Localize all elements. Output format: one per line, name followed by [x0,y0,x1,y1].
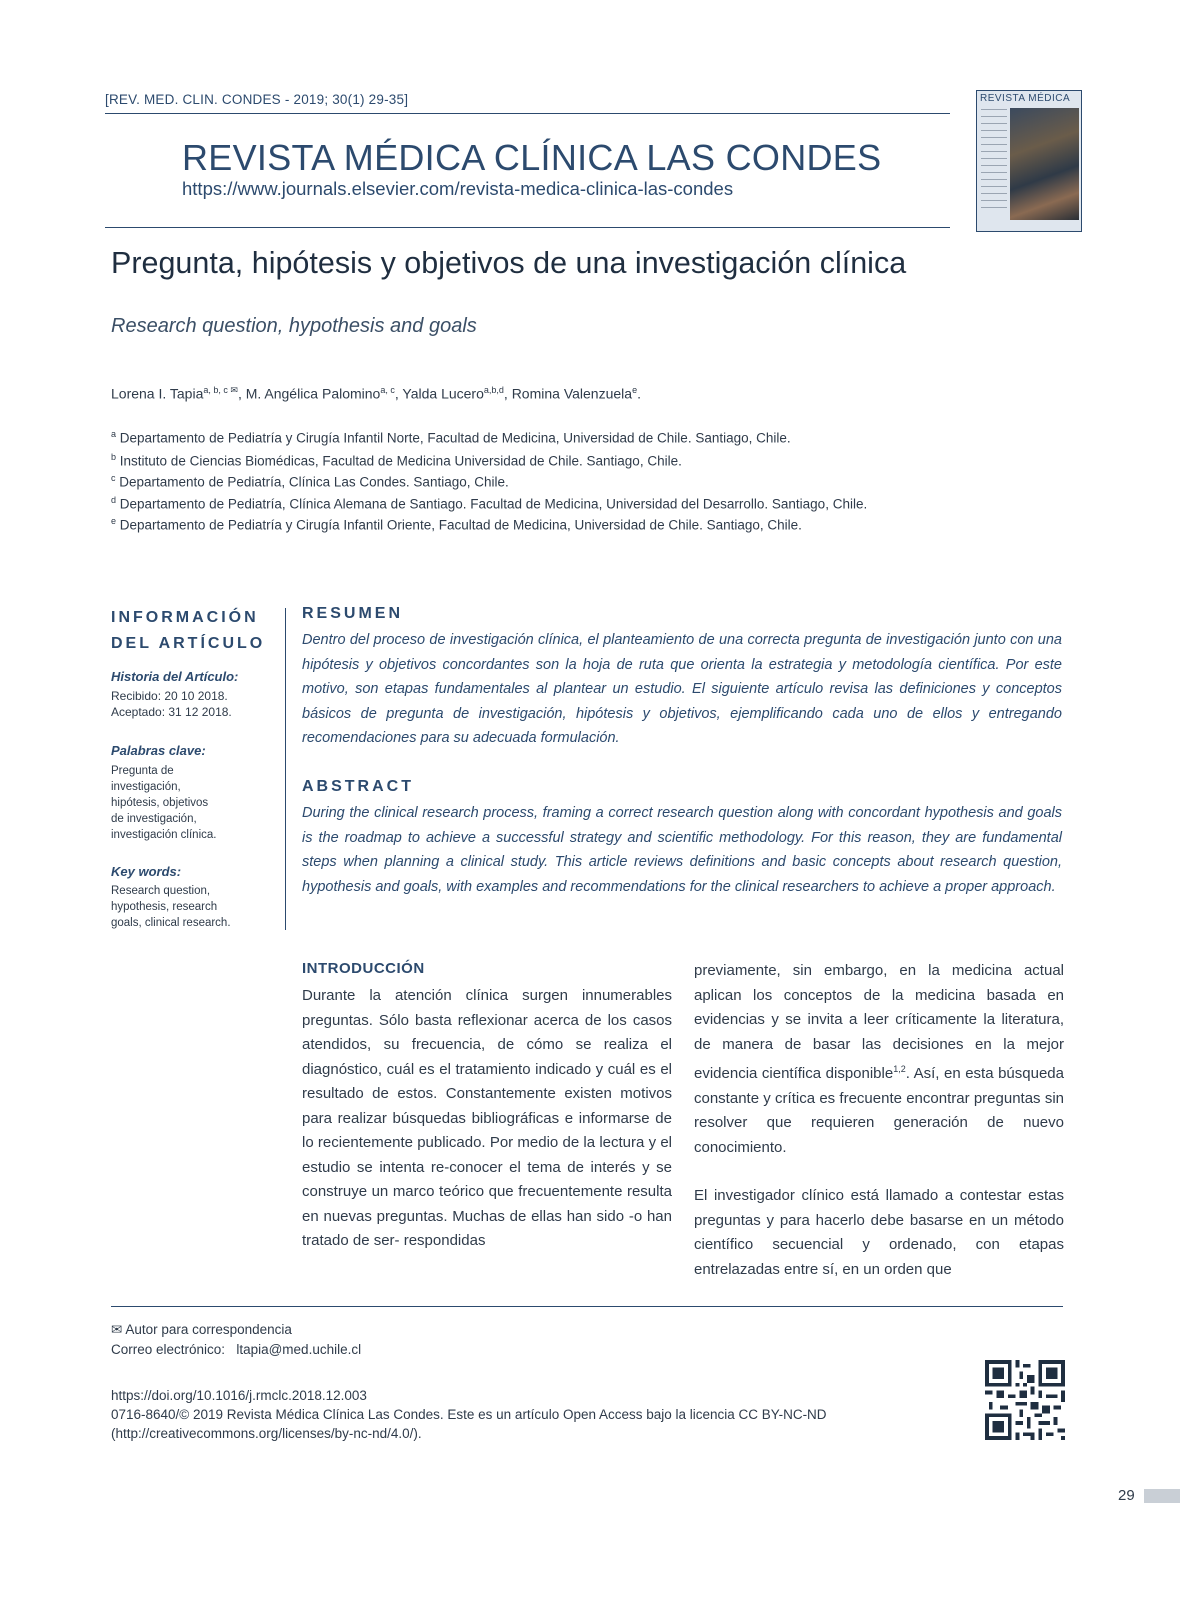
keyword: Pregunta de [111,765,174,777]
article-info-heading-line: DEL ARTÍCULO [111,635,266,652]
affiliation-a [111,429,791,446]
affiliation-text: Departamento de Pediatría y Cirugía Infantil Oriente, Facultad de Medicina, Universidad de Chile. Santiago, Chile. [119,517,802,533]
article-title: Pregunta, hipótesis y objetivos de una investigación clínica [111,246,907,280]
author-affiliation-marks: a,b,d [483,385,504,395]
keyword: investigación, [111,781,181,793]
author-name: Yalda Lucero [402,385,484,402]
affiliation-mark: a [111,429,117,439]
abstract-text: During the clinical research process, framing a correct research question along with concordant hypothesis and goals is the roadmap to achieve a successful strategy and scientific methodology. For this reason, they are fundamental steps when planning a clinical study. This article reviews definitions and basic concepts about research question, hypothesis and goals, with examples and recommendations for the clinical researchers to achieve a proper approach. [302,805,1062,895]
article-subtitle: Research question, hypothesis and goals [111,315,477,337]
author-list: Lorena I. Tapia$^{a, b, c ✉}$, M. Angélica Palomino$^{a, c}$, Yalda Lucero$^{a,b,d}$, Romina Valenzuela$^e$. [111,385,641,402]
history-label: Historia del Artículo: [111,669,239,684]
cover-text-lines [981,109,1007,209]
page-number-bar [1144,1489,1180,1503]
header-rule-top [105,113,950,114]
article-info-heading-line: INFORMACIÓN [111,609,259,626]
journal-cover-image [976,90,1082,232]
author-affiliation-marks: a, b, c ✉ [203,385,238,395]
received-date: Recibido: 20 10 2018. [111,689,228,703]
history-dates [111,688,232,720]
footer-rule [111,1306,1063,1307]
affiliation-d [111,495,867,512]
keyword: Research question, [111,885,211,897]
journal-title: REVISTA MÉDICA CLÍNICA LAS CONDES [182,137,882,178]
keyword: goals, clinical research. [111,917,231,929]
affiliation-mark: e [111,516,117,526]
page-number: 29 [1118,1487,1135,1504]
body-paragraph [694,959,1064,1160]
citation-reference[interactable]: 1,2 [893,1064,906,1074]
email-link[interactable]: ltapia@med.uchile.cl [236,1342,362,1357]
body-column-left: Durante la atención clínica surgen innumerables preguntas. Sólo basta reflexionar acerca de los casos atendidos, su frecuencia, de cómo se realiza el diagnóstico, cuál es el tratamiento indicado y cuál es el resultado de estos. Constantemente existen motivos para realizar búsquedas bibliográficas e informarse de lo recientemente publicado. Por medio de la lectura y el estudio se intenta re-conocer el tema de interés y se construye un marco teórico que frecuentemente resulta en nuevas preguntas. Muchas de ellas han sido -o han tratado de ser- respondidas [302,987,672,1249]
keywords-es-list [111,763,216,843]
sidebar-divider [285,608,286,930]
author-affiliation-marks: a, c [380,385,395,395]
resumen-text: Dentro del proceso de investigación clínica, el planteamiento de una correcta pregunta de investigación junto con una hipótesis y objetivos concordantes son la hoja de ruta que orienta la estrategia y metodología científica. Por este motivo, son etapas fundamentales al plantear un estudio. El siguiente artículo revisa las definiciones y conceptos básicos de pregunta de investigación, hipótesis y objetivos, ejemplificando cada uno de ellos y entregando recomendaciones para su adecuada formulación. [302,632,1062,746]
resumen-heading: RESUMEN [302,605,404,622]
keyword: hypothesis, research [111,901,218,913]
keyword: investigación clínica. [111,829,217,841]
email-label: Correo electrónico: [111,1342,226,1357]
affiliation-text: Instituto de Ciencias Biomédicas, Facultad de Medicina Universidad de Chile. Santiago, Chile. [119,453,682,469]
accepted-date: Aceptado: 31 12 2018. [111,705,232,719]
paragraph-text: . Así, en esta búsqueda constante y crítica es frecuente encontrar preguntas sin resolver que requieren generación de nuevo conocimiento. [694,1065,1064,1156]
keywords-en-list [111,883,231,931]
affiliation-c [111,473,509,490]
affiliation-b [111,452,682,469]
journal-citation: [REV. MED. CLIN. CONDES - 2019; 30(1) 29-35] [105,92,409,107]
introduction-heading: INTRODUCCIÓN [302,960,425,977]
keywords-es-label: Palabras clave: [111,743,206,758]
affiliation-mark: b [111,452,117,462]
affiliation-text: Departamento de Pediatría y Cirugía Infantil Norte, Facultad de Medicina, Universidad de Chile. Santiago, Chile. [116,430,791,446]
affiliation-text: Departamento de Pediatría, Clínica Las Condes. Santiago, Chile. [119,474,509,490]
author-name: Lorena I. Tapia [111,385,204,402]
abstract-heading: ABSTRACT [302,778,414,795]
author-name: Romina Valenzuela [511,385,633,402]
author-affiliation-marks: e [632,385,638,395]
cover-title: REVISTA MÉDICA [980,93,1071,104]
email-line [111,1342,361,1357]
body-column-right [694,959,1064,1282]
affiliation-mark: c [111,473,116,483]
header-rule-bottom [105,227,950,228]
affiliation-text: Departamento de Pediatría, Clínica Alemana de Santiago. Facultad de Medicina, Universidad del Desarrollo. Santiago, Chile. [119,496,868,512]
affiliation-e [111,516,802,533]
qr-code-icon [985,1360,1065,1440]
body-paragraph: El investigador clínico está llamado a contestar estas preguntas y para hacerlo debe basarse en un método científico secuencial y ordenado, con etapas entrelazadas entre sí, en un orden que [694,1187,1064,1278]
keyword: de investigación, [111,813,197,825]
keyword: hipótesis, objetivos [111,797,209,809]
journal-url-link[interactable]: https://www.journals.elsevier.com/revista-medica-clinica-las-condes [182,178,734,199]
license-url-link[interactable]: (http://creativecommons.org/licenses/by-nc-nd/4.0/). [111,1426,422,1441]
license-text: 0716-8640/© 2019 Revista Médica Clínica Las Condes. Este es un artículo Open Access bajo la licencia CC BY-NC-ND [111,1407,827,1422]
paragraph-text: previamente, sin embargo, en la medicina actual aplican los conceptos de la medicina basada en evidencias y se invita a leer críticamente la literatura, de manera de basar las decisiones en la mejor evidencia científica disponible [694,962,1064,1082]
correspondence-note: ✉ Autor para correspondencia [111,1322,292,1337]
cover-painting [1010,108,1079,220]
doi-link[interactable]: https://doi.org/10.1016/j.rmclc.2018.12.003 [111,1388,367,1403]
keywords-en-label: Key words: [111,864,182,879]
article-info-heading [111,605,265,657]
affiliation-mark: d [111,495,117,505]
author-name: M. Angélica Palomino [245,385,381,402]
